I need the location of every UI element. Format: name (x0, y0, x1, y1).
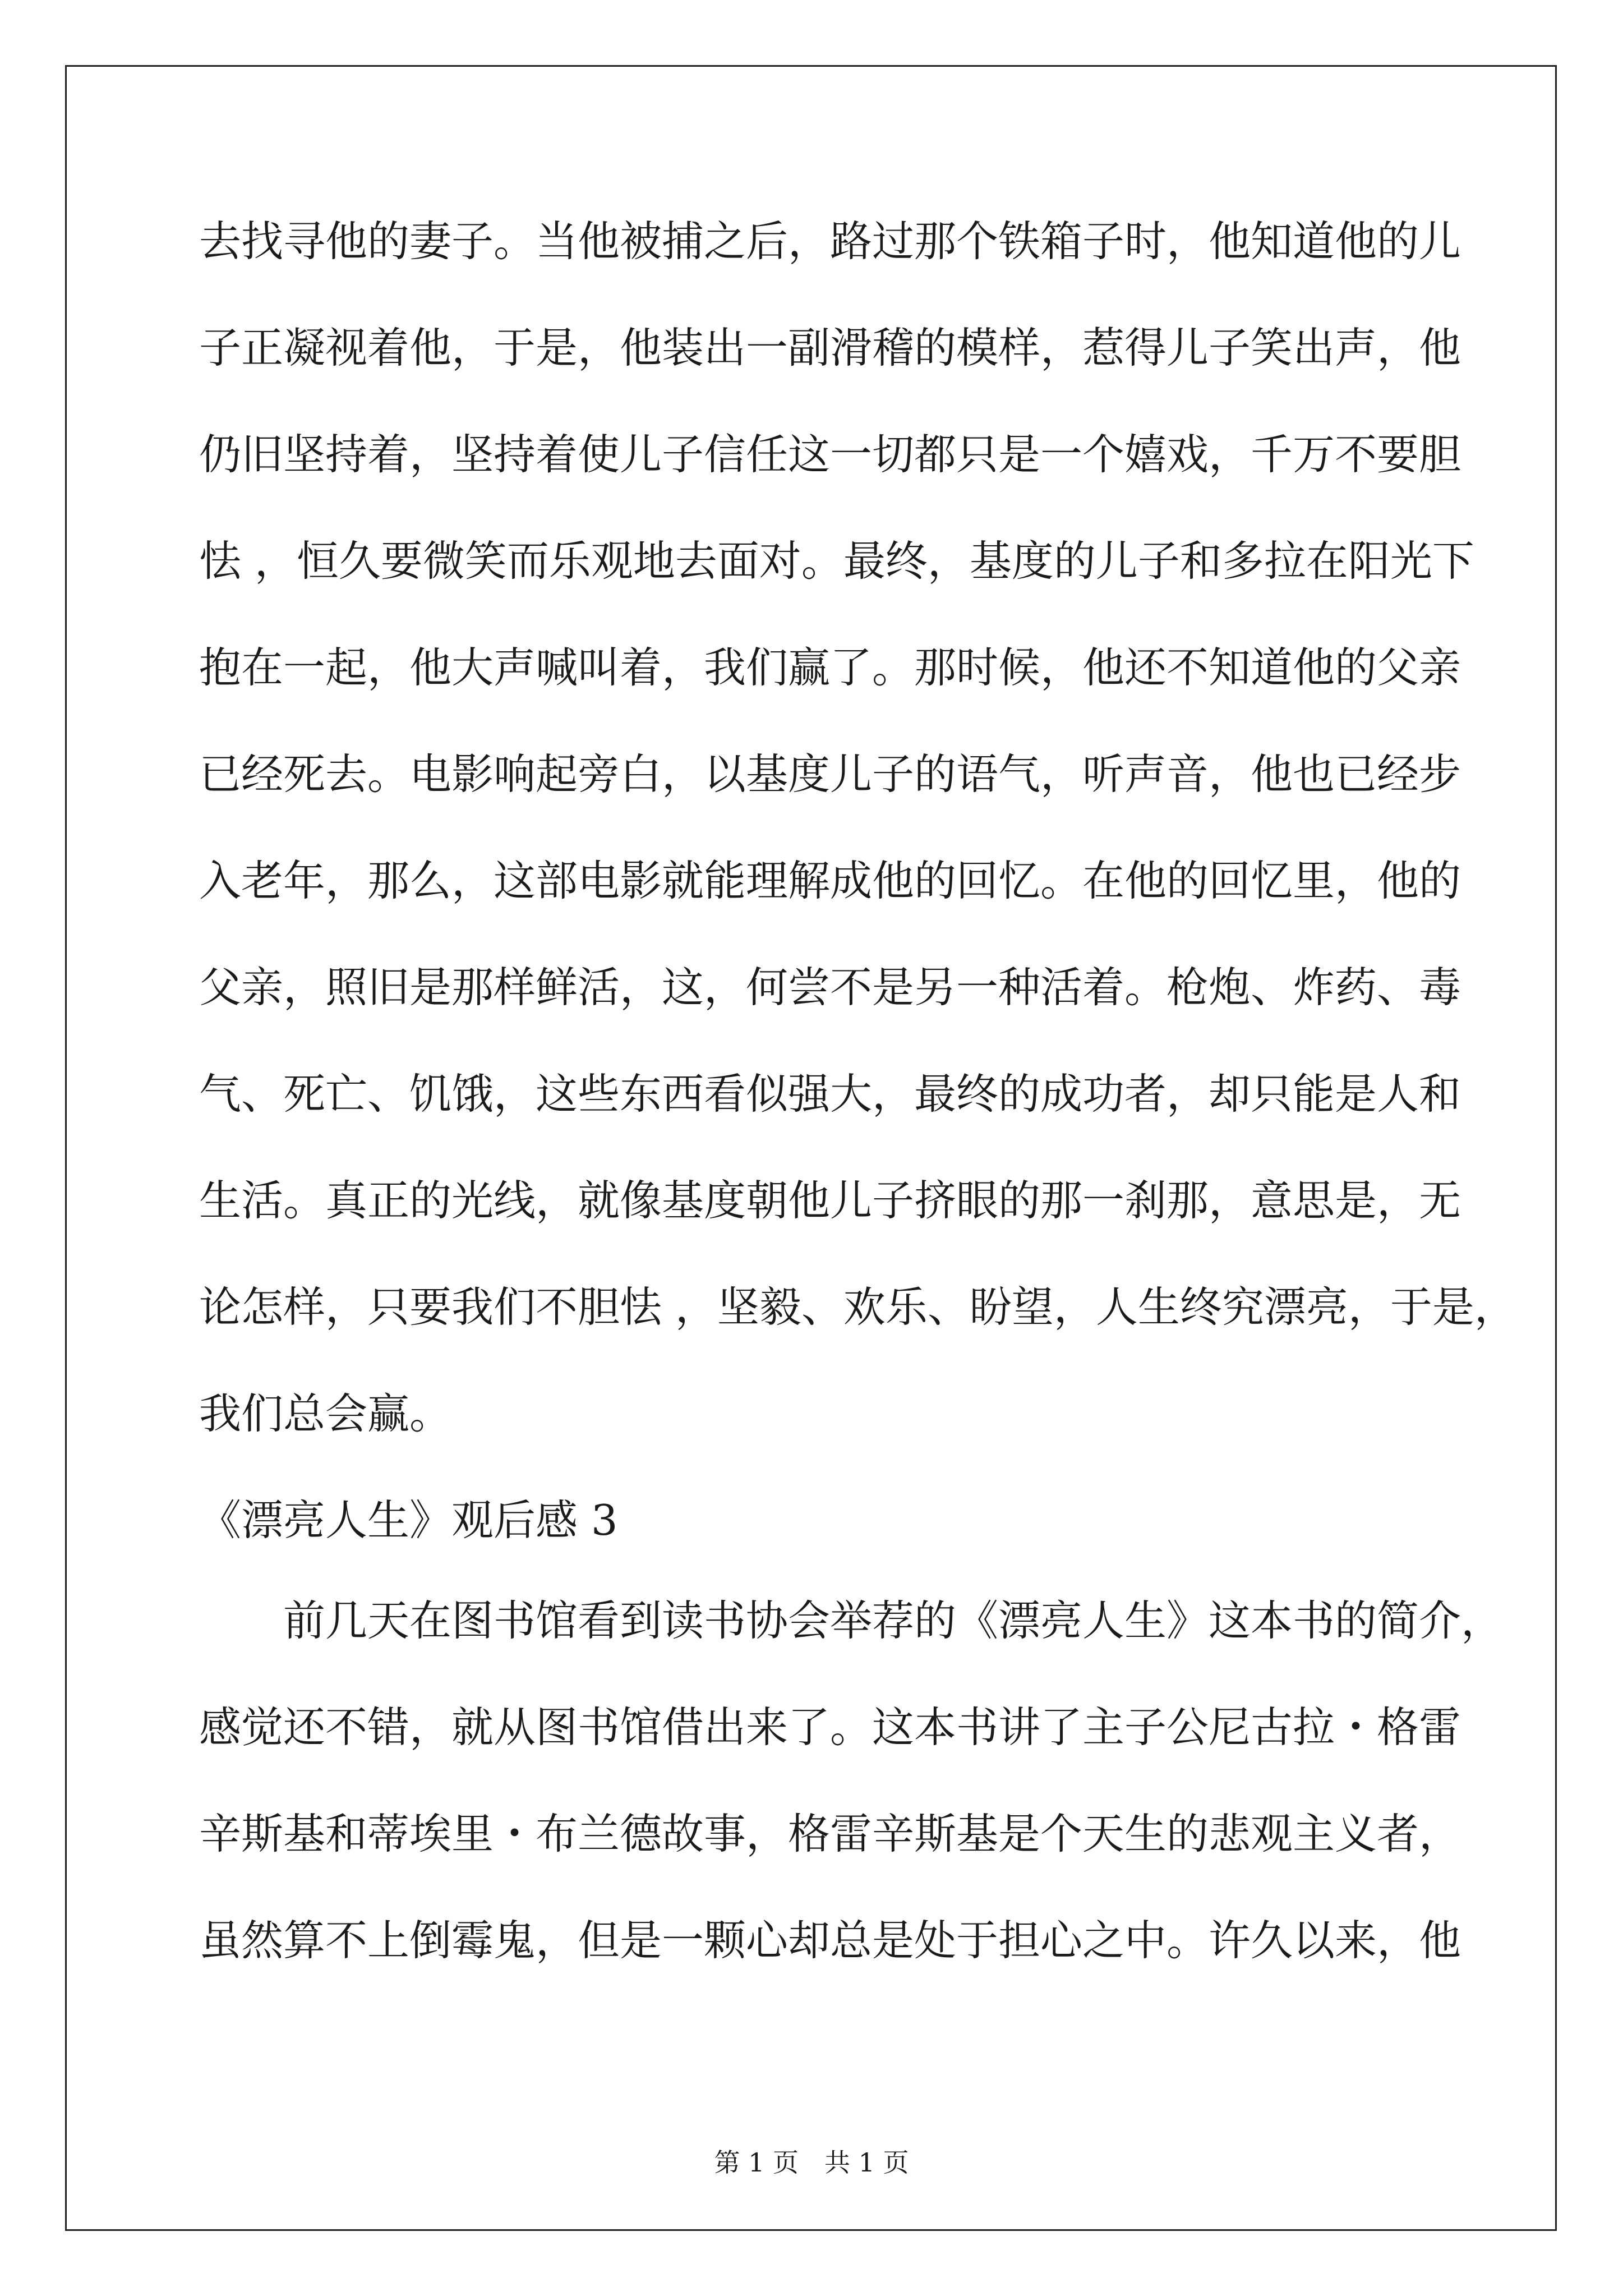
text-line: 气、死亡、饥饿，这些东西看似强大，最终的成功者，却只能是人和 (199, 1069, 1461, 1119)
text-line: 仍旧坚持着，坚持着使儿子信任这一切都只是一个嬉戏，千万不要胆 (199, 430, 1461, 479)
text-line: 前几天在图书馆看到读书协会举荐的《漂亮人生》这本书的简介， (283, 1596, 1504, 1645)
text-line: 子正凝视着他，于是，他装出一副滑稽的模样，惹得儿子笑出声，他 (199, 323, 1461, 372)
text-line: 生活。真正的光线，就像基度朝他儿子挤眼的那一刹那，意思是，无 (199, 1176, 1461, 1225)
text-line: 入老年，那么，这部电影就能理解成他的回忆。在他的回忆里，他的 (199, 856, 1461, 905)
text-line: 我们总会赢。 (199, 1389, 452, 1438)
text-line: 论怎样，只要我们不胆怯 ，坚毅、欢乐、盼望，人生终究漂亮，于是， (199, 1282, 1516, 1332)
text-line: 父亲，照旧是那样鲜活，这，何尝不是另一种活着。枪炮、炸药、毒 (199, 963, 1461, 1012)
text-line: 感觉还不错，就从图书馆借出来了。这本书讲了主子公尼古拉・格雷 (199, 1703, 1461, 1752)
text-line: 抱在一起，他大声喊叫着，我们赢了。那时候，他还不知道他的父亲 (199, 643, 1461, 692)
text-line: 怯 ，恒久要微笑而乐观地去面对。最终，基度的儿子和多拉在阳光下 (199, 536, 1474, 586)
document-body (199, 217, 1516, 2023)
page-footer: 第 1 页 共 1 页 (714, 2147, 909, 2178)
text-line: 辛斯基和蒂埃里・布兰德故事，格雷辛斯基是个天生的悲观主义者， (199, 1809, 1461, 1858)
text-line: 已经死去。电影响起旁白，以基度儿子的语气，听声音，他也已经步 (199, 749, 1461, 799)
text-line: 去找寻他的妻子。当他被捕之后，路过那个铁箱子时，他知道他的儿 (199, 217, 1461, 266)
section-heading: 《漂亮人生》观后感 3 (199, 1496, 618, 1545)
text-line: 虽然算不上倒霉鬼，但是一颗心却总是处于担心之中。许久以来，他 (199, 1916, 1461, 1965)
